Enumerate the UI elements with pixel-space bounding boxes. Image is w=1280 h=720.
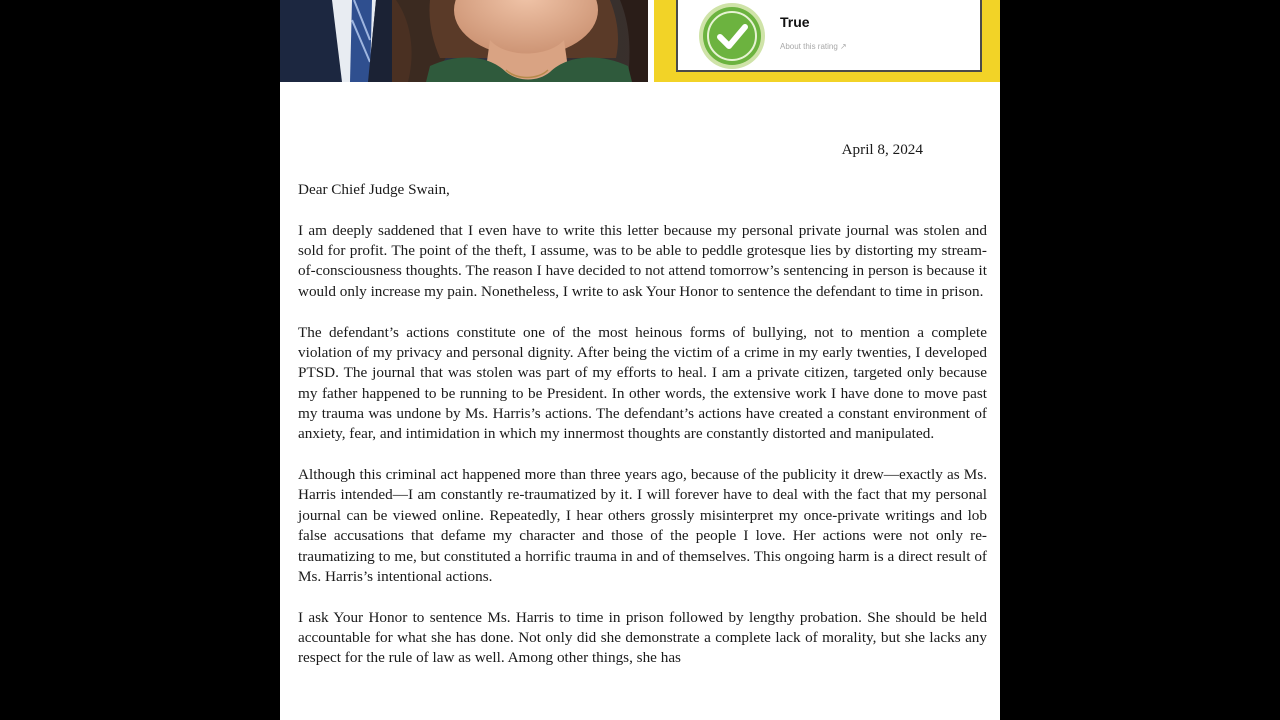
letter-paragraph-4: I ask Your Honor to sentence Ms. Harris to time in prison followed by lengthy probation. She should be held accountable for what she has done. Not only did she demonstrate a complete lack of morality, but she lacks any respect for the rule of law as well. Among other things, she has — [298, 608, 987, 667]
checkmark-icon — [698, 2, 766, 70]
fact-check-panel — [654, 0, 1000, 82]
letter-paragraph-2: The defendant’s actions constitute one of the most heinous forms of bullying, not to mention a complete violation of my privacy and personal dignity. After being the victim of a crime in my early twenties, I developed PTSD. The journal that was stolen was part of my efforts to heal. I am a private citizen, targeted only because my father happened to be running to be President. In other words, the extensive work I have done to move past my trauma was undone by Ms. Harris’s actions. The defendant’s actions have created a constant environment of anxiety, fear, and intimidation in which my innermost thoughts are constantly distorted and manipulated. — [298, 323, 987, 443]
external-link-icon: ↗ — [840, 42, 847, 51]
letter-paragraph-1: I am deeply saddened that I even have to write this letter because my personal private journal was stolen and sold for profit. The point of the theft, I assume, was to be able to peddle grotesque lies by distorting my stream-of-consciousness thoughts. The reason I have decided to not attend tomorrow’s sentencing in person is because it would only increase my pain. Nonetheless, I write to ask Your Honor to sentence the defendant to time in prison. — [298, 221, 987, 300]
letter-paragraph-3: Although this criminal act happened more than three years ago, because of the publicity it drew—exactly as Ms. Harris intended—I am constantly re-traumatized by it. I will forever have to deal with the fact that my personal journal can be viewed online. Repeatedly, I hear others grossly misinterpret my once-private writings and lob false accusations that defame my character and those of the people I love. Her actions were not only re-traumatizing to me, but constituted a horrific trauma in and of themselves. This ongoing harm is a direct result of Ms. Harris’s intentional actions. — [298, 466, 987, 585]
rating-label: True — [780, 14, 810, 30]
fact-check-card — [676, 0, 982, 72]
letter-body — [298, 140, 987, 689]
letter-date: April 8, 2024 — [841, 141, 923, 158]
header-banner — [280, 0, 1000, 82]
header-photo — [280, 0, 648, 82]
letter-salutation: Dear Chief Judge Swain, — [298, 181, 450, 199]
about-rating-link[interactable]: About this rating ↗ — [780, 42, 847, 51]
document-viewer — [280, 0, 1000, 720]
people-photo-image — [280, 0, 648, 82]
